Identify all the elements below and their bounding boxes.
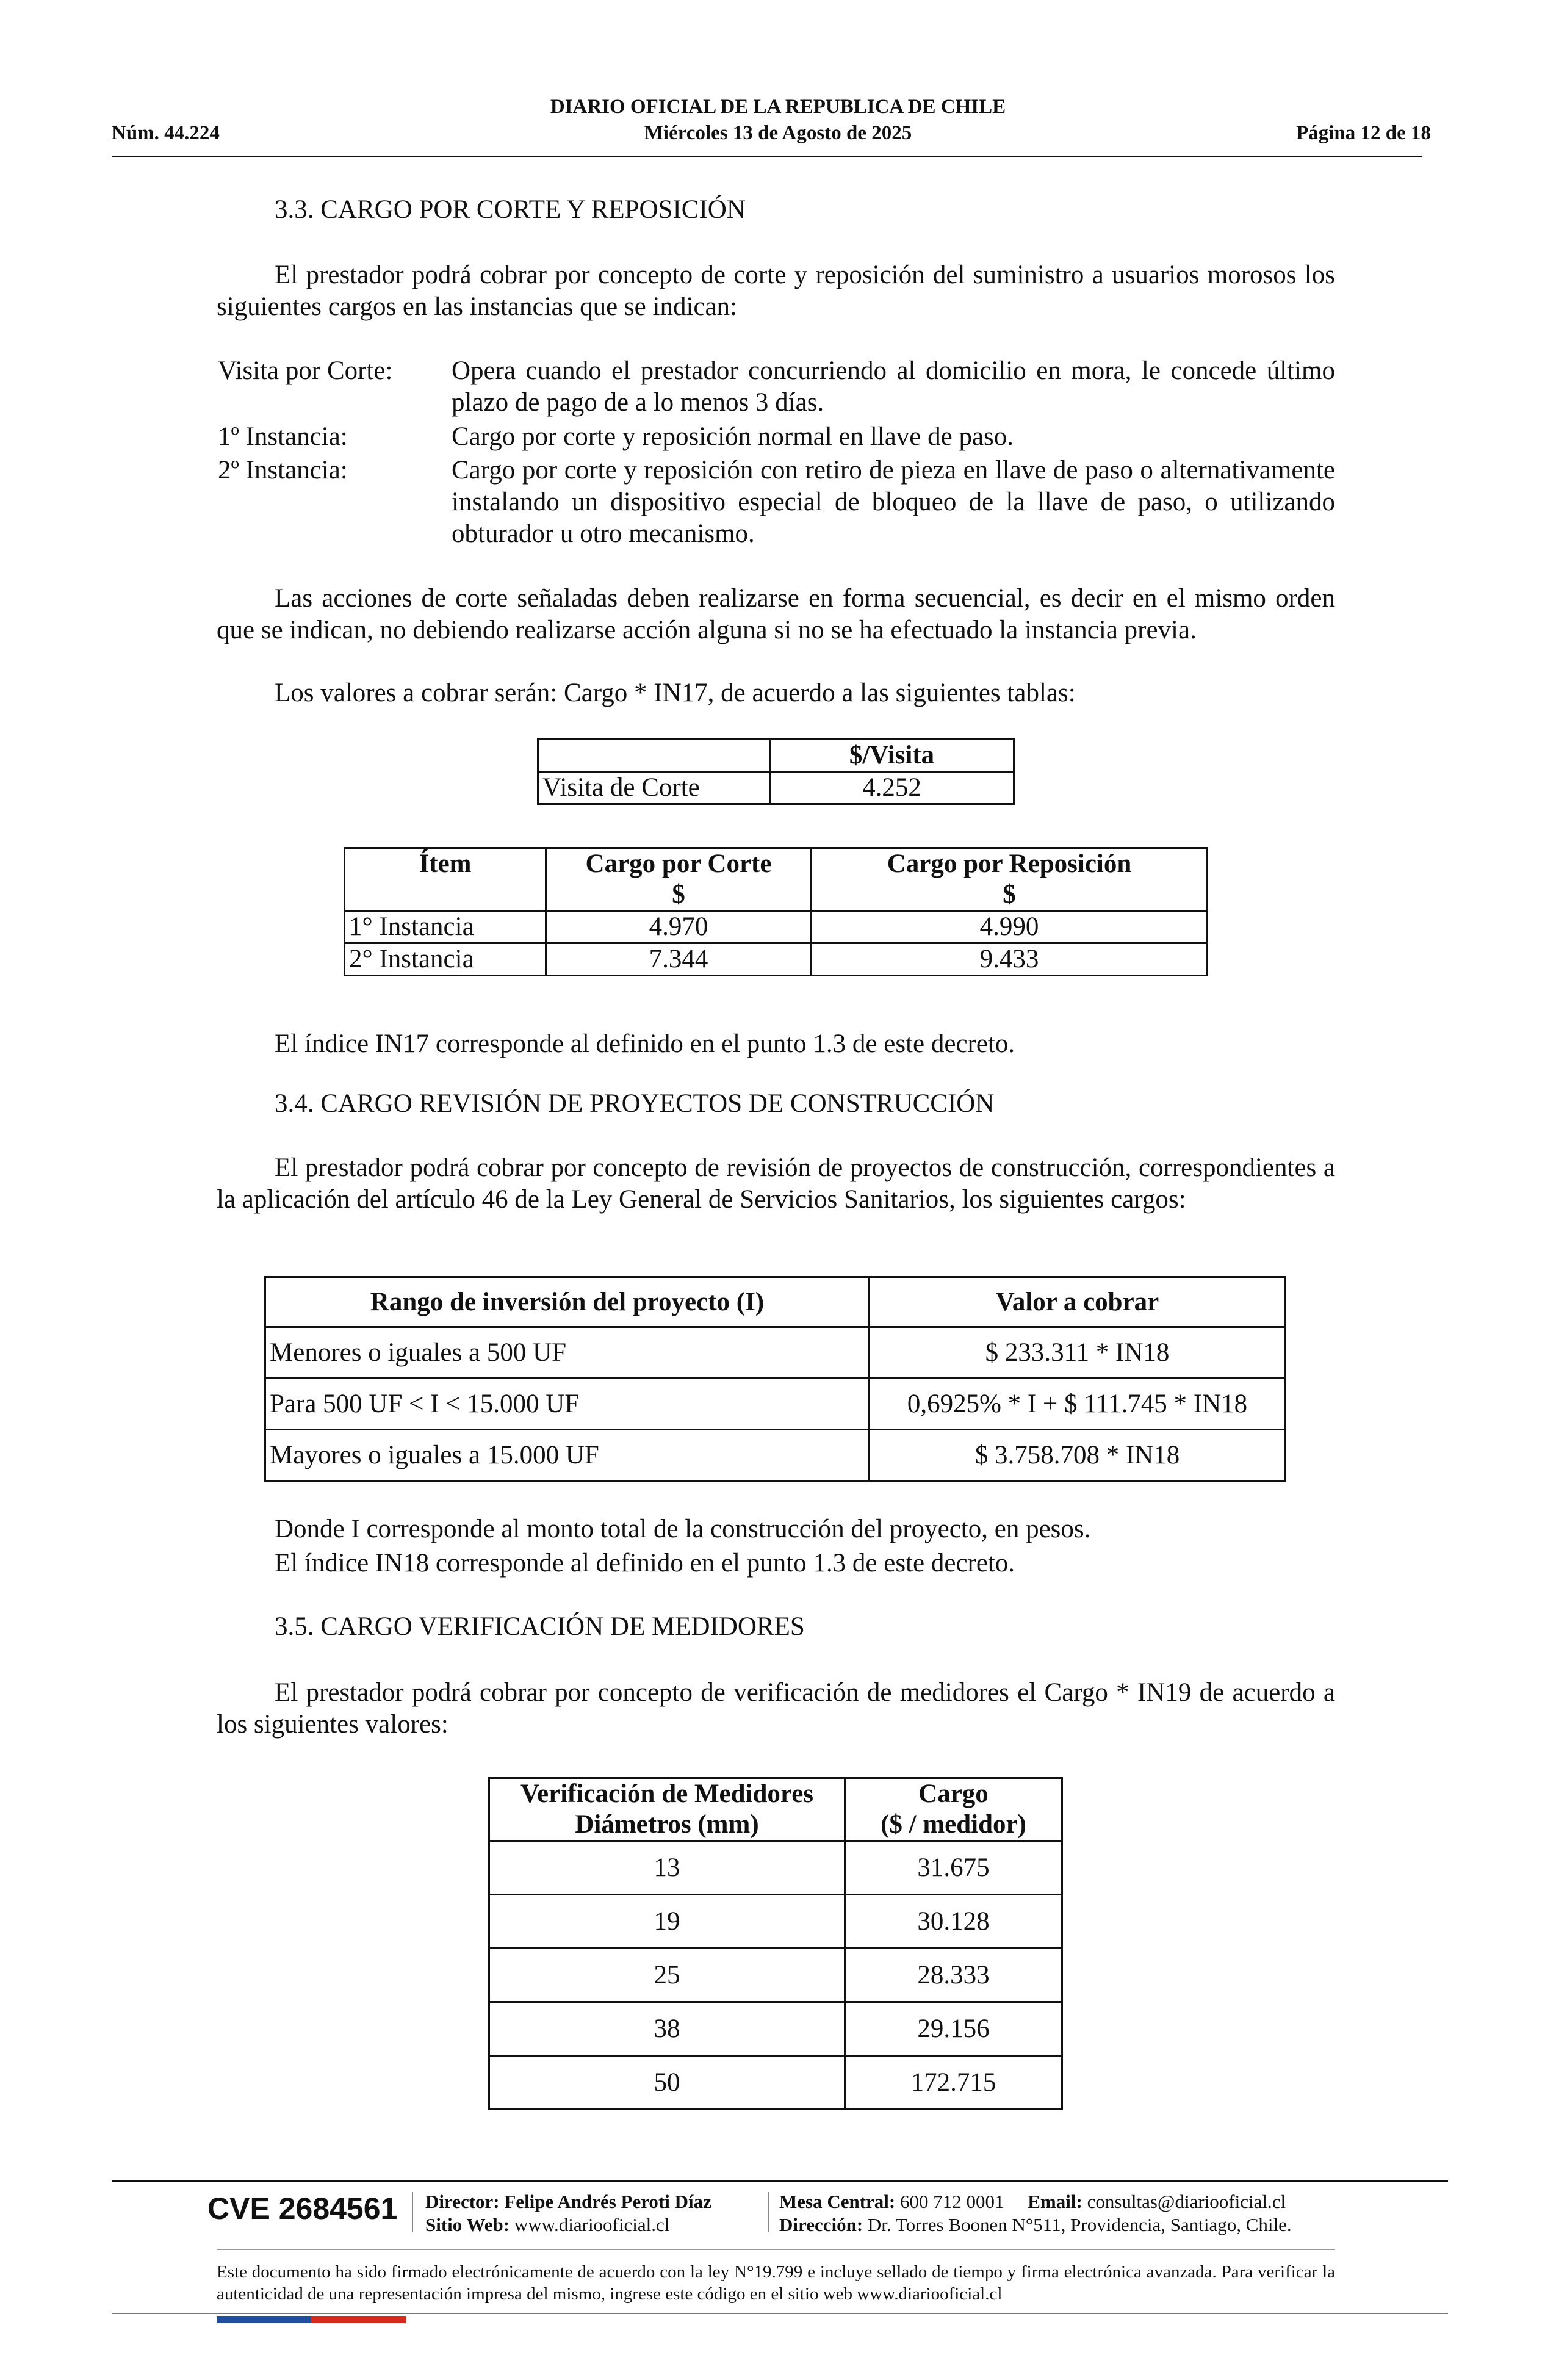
- table-row: [345, 848, 1208, 911]
- table-cell: 13: [489, 1841, 845, 1895]
- table-cell: 38: [489, 2002, 845, 2056]
- section-3-3-intro: El prestador podrá cobrar por concepto de corte y reposición del suministro a usuarios morosos los siguientes cargos en las instancias que se indican:: [217, 261, 1335, 321]
- header-text: Verificación de Medidores: [520, 1780, 814, 1808]
- table-cell-empty: [538, 740, 770, 772]
- address-label: Dirección:: [779, 2214, 863, 2235]
- issue-number: Núm. 44.224: [112, 122, 220, 144]
- table-cell: Visita de Corte: [538, 772, 770, 804]
- table-cell: 19: [489, 1895, 845, 1949]
- table-row: [489, 1895, 1062, 1949]
- table-cell: 4.970: [546, 911, 812, 943]
- table-cell: 28.333: [845, 1949, 1062, 2002]
- table-row: [345, 943, 1208, 976]
- def-label-visita: Visita por Corte:: [218, 356, 393, 385]
- section-heading-3-3: 3.3. CARGO POR CORTE Y REPOSICIÓN: [275, 195, 746, 224]
- footer-website: [425, 2213, 669, 2237]
- footer-rule-top: [112, 2180, 1448, 2182]
- table-row: [538, 772, 1014, 804]
- table-cell: 0,6925% * I + $ 111.745 * IN18: [870, 1379, 1286, 1430]
- table-header-item: [345, 848, 546, 911]
- header-unit: $: [1003, 880, 1016, 909]
- header-text: Cargo por Corte: [585, 849, 772, 878]
- def-text-instancia-2: Cargo por corte y reposición con retiro de pieza en llave de paso o alternativamente instalando un dispositivo especial de bloqueo de la llave de paso, o utilizando obturador u otro mecanismo.: [452, 456, 1335, 548]
- section-3-3-para-2: Las acciones de corte señaladas deben realizarse en forma secuencial, es decir en el mismo orden que se indican, no debiendo realizarse acción alguna si no se ha efectuado la instancia previa.: [217, 584, 1335, 644]
- proyectos-table: [264, 1276, 1286, 1482]
- table-cell: $ 233.311 * IN18: [870, 1327, 1286, 1379]
- director-name: Felipe Andrés Peroti Díaz: [504, 2191, 711, 2212]
- instancias-table: [344, 847, 1208, 976]
- email-link[interactable]: consultas@diariooficial.cl: [1087, 2191, 1286, 2212]
- medidores-table: [488, 1777, 1063, 2110]
- table-row: [538, 740, 1014, 772]
- def-label-instancia-1: 1º Instancia:: [218, 422, 348, 451]
- header-text: Cargo: [918, 1780, 989, 1808]
- table-header-valor: Valor a cobrar: [870, 1277, 1286, 1327]
- section-heading-3-5: 3.5. CARGO VERIFICACIÓN DE MEDIDORES: [275, 1612, 805, 1641]
- def-text-visita: Opera cuando el prestador concurriendo al domicilio en mora, le concede último plazo de pago de a lo menos 3 días.: [452, 356, 1335, 417]
- header-text: Cargo por Reposición: [887, 849, 1132, 878]
- flag-stripe-blue: [217, 2316, 311, 2323]
- table-cell: 30.128: [845, 1895, 1062, 1949]
- table-row: [265, 1327, 1286, 1379]
- table-header-reposicion: [812, 848, 1208, 911]
- table-row: [489, 2056, 1062, 2110]
- table-header-rango: Rango de inversión del proyecto (I): [265, 1277, 870, 1327]
- section-3-4-note-2: El índice IN18 corresponde al definido en el punto 1.3 de este decreto.: [275, 1549, 1015, 1578]
- website-label: Sitio Web:: [425, 2214, 510, 2235]
- def-text-instancia-1: Cargo por corte y reposición normal en llave de paso.: [452, 422, 1014, 451]
- footer-separator: [768, 2192, 769, 2232]
- def-label-instancia-2: 2º Instancia:: [218, 456, 348, 485]
- table-row: [489, 1841, 1062, 1895]
- director-label: Director:: [425, 2191, 500, 2212]
- header-text: Ítem: [419, 849, 472, 878]
- table-cell: $ 3.758.708 * IN18: [870, 1430, 1286, 1481]
- cve-code: CVE 2684561: [207, 2191, 398, 2226]
- footer-divider: [217, 2249, 1335, 2250]
- footer-contact: [779, 2190, 1286, 2213]
- header-unit: $: [672, 880, 685, 909]
- table-cell: 1° Instancia: [345, 911, 546, 943]
- table-header-verificacion: [489, 1778, 845, 1841]
- table-cell: 2° Instancia: [345, 943, 546, 976]
- footer-rule-bottom: [112, 2313, 1448, 2314]
- table-row: [265, 1430, 1286, 1481]
- newspaper-title: DIARIO OFICIAL DE LA REPUBLICA DE CHILE: [550, 96, 1006, 118]
- table-header-visita: $/Visita: [770, 740, 1014, 772]
- section-3-4-note-1: Donde I corresponde al monto total de la construcción del proyecto, en pesos.: [275, 1515, 1091, 1543]
- header-unit: ($ / medidor): [881, 1810, 1026, 1839]
- table-cell: 4.252: [770, 772, 1014, 804]
- email-label: Email:: [1028, 2191, 1082, 2212]
- section-3-3-para-3: Los valores a cobrar serán: Cargo * IN17, de acuerdo a las siguientes tablas:: [275, 679, 1076, 707]
- table-cell: 4.990: [812, 911, 1208, 943]
- table-cell: Mayores o iguales a 15.000 UF: [265, 1430, 870, 1481]
- footer-separator: [412, 2192, 413, 2232]
- table-row: [265, 1277, 1286, 1327]
- page-number: Página 12 de 18: [1296, 122, 1431, 144]
- table-header-corte: [546, 848, 812, 911]
- table-cell: 31.675: [845, 1841, 1062, 1895]
- footer-director: [425, 2190, 711, 2213]
- header-text: Diámetros (mm): [575, 1810, 759, 1839]
- visita-table: [537, 738, 1015, 805]
- table-row: [489, 2002, 1062, 2056]
- header-rule: [112, 156, 1422, 157]
- section-3-3-note: El índice IN17 corresponde al definido en el punto 1.3 de este decreto.: [275, 1030, 1015, 1058]
- table-cell: Menores o iguales a 500 UF: [265, 1327, 870, 1379]
- table-cell: 29.156: [845, 2002, 1062, 2056]
- table-header-cargo: [845, 1778, 1062, 1841]
- footer-address: [779, 2213, 1292, 2237]
- table-row: [489, 1949, 1062, 2002]
- table-cell: 9.433: [812, 943, 1208, 976]
- website-link[interactable]: www.diariooficial.cl: [514, 2214, 670, 2235]
- section-3-4-intro: El prestador podrá cobrar por concepto de revisión de proyectos de construcción, correspondientes a la aplicación del artículo 46 de la Ley General de Servicios Sanitarios, los siguientes cargos:: [217, 1153, 1335, 1214]
- table-row: [345, 911, 1208, 943]
- table-cell: 25: [489, 1949, 845, 2002]
- flag-stripe-red: [311, 2316, 406, 2323]
- section-3-5-intro: El prestador podrá cobrar por concepto de verificación de medidores el Cargo * IN19 de acuerdo a los siguientes valores:: [217, 1678, 1335, 1739]
- table-cell: Para 500 UF < I < 15.000 UF: [265, 1379, 870, 1430]
- footer-legal-note: Este documento ha sido firmado electrónicamente de acuerdo con la ley N°19.799 e incluye sellado de tiempo y firma electrónica avanzada. Para verificar la autenticidad de una representación impresa del mismo, ingrese este código en el sitio web www.diariooficial.cl: [217, 2262, 1335, 2304]
- address-text: Dr. Torres Boonen N°511, Providencia, Santiago, Chile.: [867, 2214, 1292, 2235]
- mesa-label: Mesa Central:: [779, 2191, 896, 2212]
- mesa-phone: 600 712 0001: [900, 2191, 1004, 2212]
- table-row: [489, 1778, 1062, 1841]
- table-cell: 172.715: [845, 2056, 1062, 2110]
- table-cell: 7.344: [546, 943, 812, 976]
- table-cell: 50: [489, 2056, 845, 2110]
- issue-date: Miércoles 13 de Agosto de 2025: [644, 122, 912, 144]
- section-heading-3-4: 3.4. CARGO REVISIÓN DE PROYECTOS DE CONSTRUCCIÓN: [275, 1089, 995, 1118]
- table-row: [265, 1379, 1286, 1430]
